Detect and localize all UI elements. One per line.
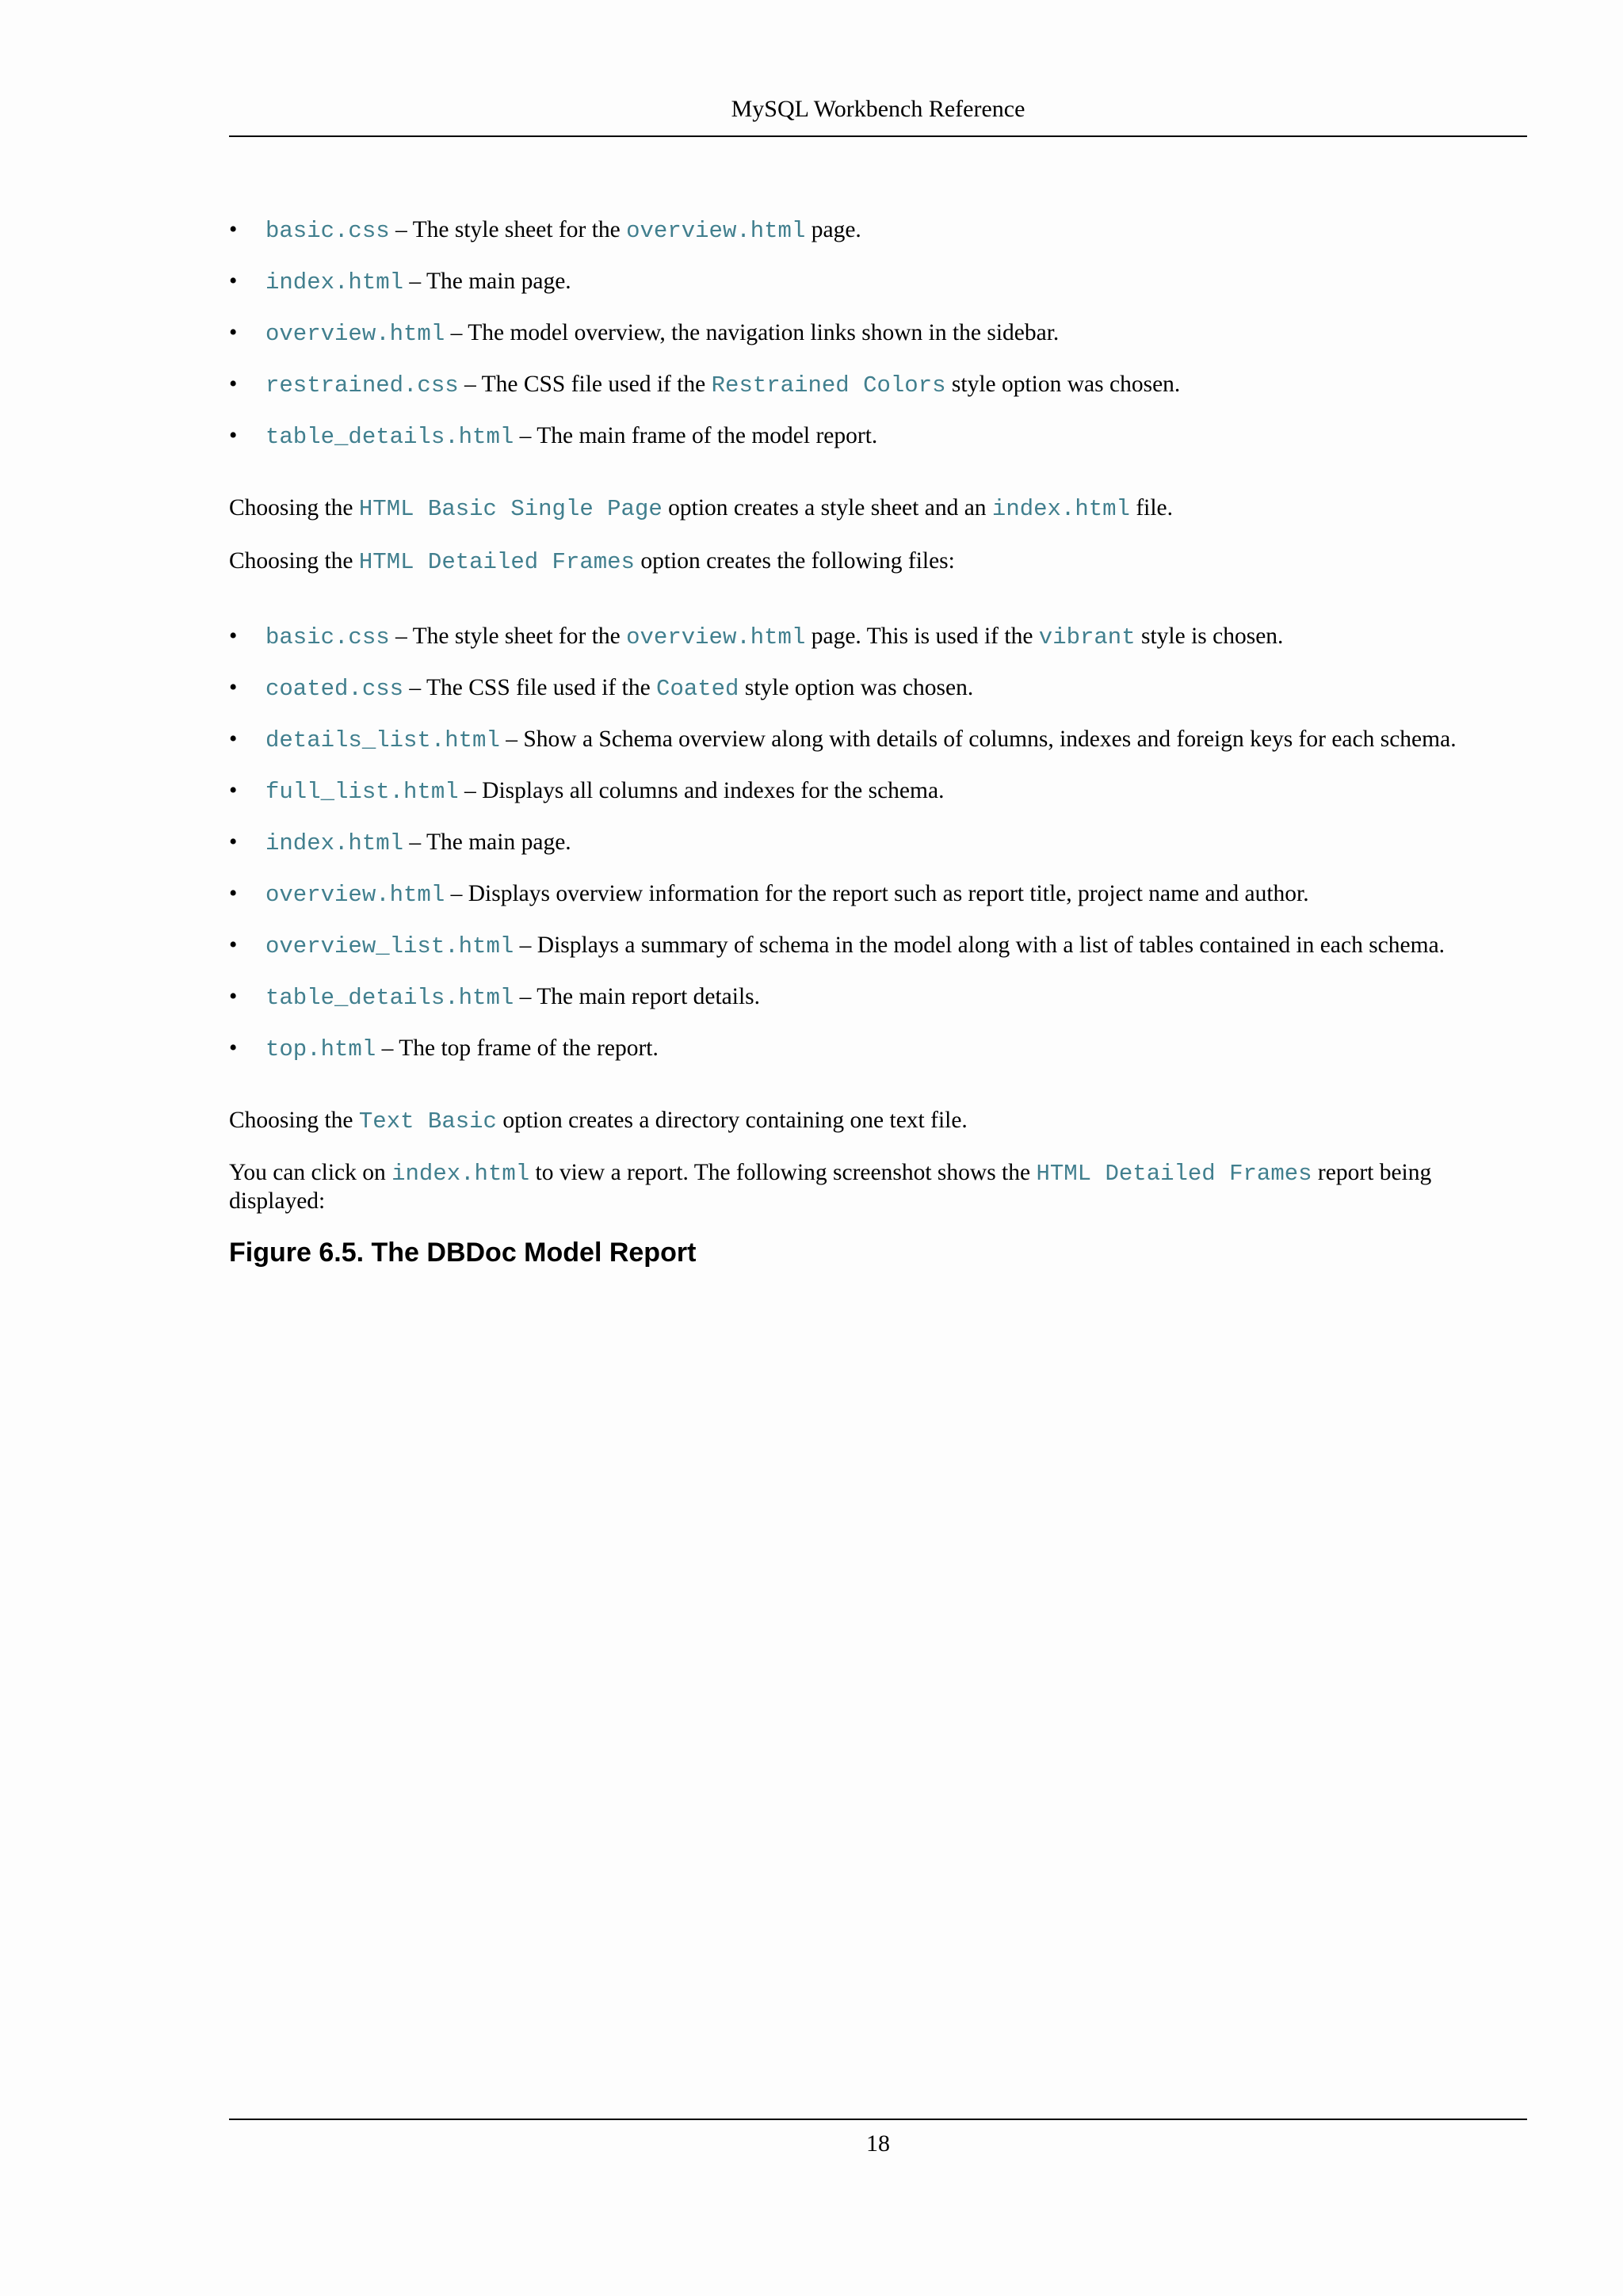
file-name: index.html — [391, 1161, 530, 1187]
paragraph-text: option creates a directory containing one text file. — [496, 1108, 968, 1133]
paragraph-text: Choosing the — [229, 495, 359, 521]
bullet-icon: • — [229, 830, 238, 855]
bullet-icon: • — [229, 933, 238, 958]
file-list-detailed-frames — [229, 620, 1537, 1064]
paragraph-text: to view a report. The following screenshot shows the — [529, 1160, 1037, 1185]
paragraph-view-report — [229, 1159, 1529, 1215]
list-item — [229, 1032, 1537, 1064]
list-item — [229, 620, 1537, 652]
inline-code: Coated — [656, 676, 739, 702]
file-name: coated.css — [265, 676, 404, 702]
item-description: – The style sheet for the — [389, 624, 627, 649]
file-name: full_list.html — [265, 779, 459, 805]
option-name: HTML Detailed Frames — [1036, 1161, 1312, 1187]
file-name: basic.css — [265, 624, 390, 650]
item-description: – The main page. — [403, 269, 571, 294]
bullet-icon: • — [229, 217, 238, 242]
option-name: HTML Basic Single Page — [358, 496, 663, 522]
bullet-icon: • — [229, 881, 238, 906]
paragraph-basic-single-page — [229, 494, 1537, 524]
list-item — [229, 317, 1537, 349]
file-name: overview_list.html — [265, 933, 514, 959]
item-description: – The CSS file used if the — [403, 675, 657, 700]
file-name: index.html — [265, 269, 404, 296]
item-description: – The style sheet for the — [389, 217, 627, 242]
paragraph-text: file. — [1129, 495, 1174, 521]
file-name: index.html — [265, 830, 404, 856]
bullet-icon: • — [229, 320, 238, 345]
paragraph-detailed-frames — [229, 547, 1537, 577]
bullet-icon: • — [229, 778, 238, 803]
header-rule — [229, 135, 1527, 137]
file-name: overview.html — [265, 321, 445, 347]
running-header: MySQL Workbench Reference — [731, 96, 1025, 122]
list-item — [229, 981, 1537, 1013]
bullet-icon: • — [229, 1035, 238, 1061]
paragraph-text: You can click on — [229, 1160, 392, 1185]
paragraph-text: option creates the following files: — [634, 548, 955, 574]
document-page — [229, 0, 1527, 2296]
file-name: table_details.html — [265, 985, 514, 1011]
list-item — [229, 826, 1537, 858]
file-list-basic-frames — [229, 214, 1537, 452]
item-description: – The CSS file used if the — [458, 372, 712, 397]
item-description: – The main report details. — [514, 984, 761, 1009]
file-name: overview.html — [265, 882, 445, 908]
bullet-icon: • — [229, 984, 238, 1009]
list-item — [229, 929, 1537, 961]
item-description: – Displays a summary of schema in the model along with a list of tables contained in each schema. — [514, 933, 1445, 958]
file-name: table_details.html — [265, 424, 514, 450]
inline-code: overview.html — [626, 218, 806, 244]
item-description: style option was chosen. — [945, 372, 1181, 397]
list-item — [229, 265, 1537, 297]
bullet-icon: • — [229, 423, 238, 448]
inline-code: overview.html — [626, 624, 806, 650]
bullet-icon: • — [229, 269, 238, 294]
item-description: – Show a Schema overview along with details of columns, indexes and foreign keys for each schema. — [499, 727, 1457, 752]
item-description: style option was chosen. — [739, 675, 974, 700]
list-item — [229, 775, 1537, 807]
file-name: top.html — [265, 1036, 376, 1062]
item-description: – The model overview, the navigation links shown in the sidebar. — [445, 320, 1060, 345]
item-description: – The main page. — [403, 830, 571, 855]
inline-code: Restrained Colors — [711, 372, 946, 399]
file-name: details_list.html — [265, 727, 500, 753]
paragraph-text-basic — [229, 1106, 1537, 1136]
item-description: – Displays all columns and indexes for the schema. — [458, 778, 945, 803]
item-description: style is chosen. — [1135, 624, 1284, 649]
list-item — [229, 420, 1537, 452]
list-item — [229, 672, 1537, 704]
item-description: – Displays overview information for the report such as report title, project name and author. — [445, 881, 1309, 906]
list-item — [229, 368, 1537, 400]
paragraph-text: Choosing the — [229, 1108, 359, 1133]
paragraph-text: report being displayed: — [229, 1160, 1432, 1214]
item-description: – The main frame of the model report. — [514, 423, 878, 448]
option-name: HTML Detailed Frames — [358, 549, 635, 575]
page-content — [229, 214, 1537, 1270]
paragraph-text: Choosing the — [229, 548, 359, 574]
footer-rule — [229, 2119, 1527, 2120]
item-description: page. — [805, 217, 861, 242]
figure-title: Figure 6.5. The DBDoc Model Report — [229, 1238, 697, 1268]
file-name: index.html — [991, 496, 1130, 522]
item-description: page. This is used if the — [805, 624, 1039, 649]
bullet-icon: • — [229, 675, 238, 700]
list-item — [229, 878, 1537, 910]
file-name: restrained.css — [265, 372, 459, 399]
list-item — [229, 723, 1537, 755]
bullet-icon: • — [229, 372, 238, 397]
file-name: basic.css — [265, 218, 390, 244]
item-description: – The top frame of the report. — [376, 1035, 659, 1061]
list-item — [229, 214, 1537, 246]
bullet-icon: • — [229, 624, 238, 649]
bullet-icon: • — [229, 727, 238, 752]
page-number: 18 — [866, 2130, 890, 2157]
inline-code: vibrant — [1038, 624, 1136, 650]
option-name: Text Basic — [358, 1108, 497, 1135]
paragraph-text: option creates a style sheet and an — [662, 495, 992, 521]
